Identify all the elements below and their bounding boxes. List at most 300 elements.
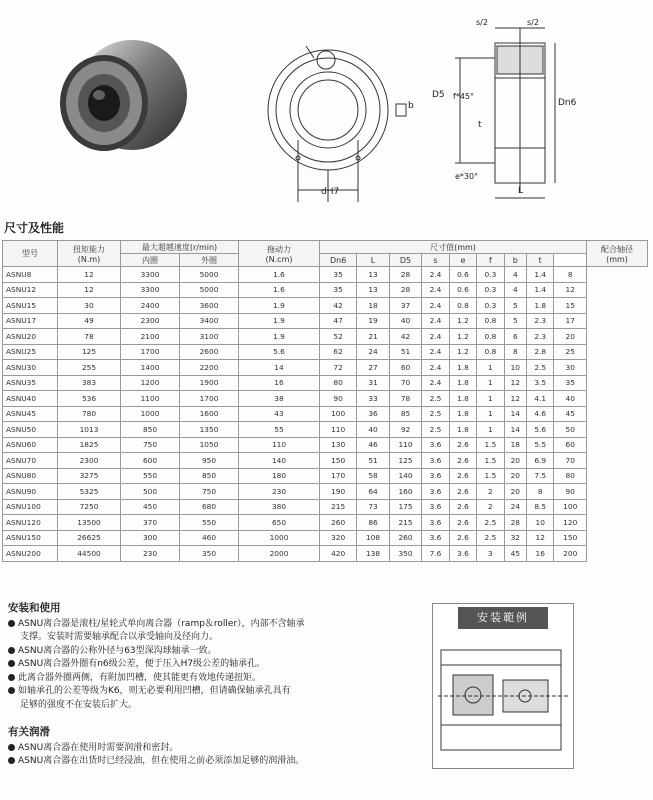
table-cell: 21 (357, 329, 390, 345)
table-cell: 5.6 (239, 344, 320, 360)
table-cell: 1.6 (239, 282, 320, 298)
model-cell: ASNU70 (3, 453, 58, 469)
table-cell: 230 (121, 546, 180, 562)
table-cell: 3100 (180, 329, 239, 345)
table-row (3, 530, 648, 546)
model-cell: ASNU50 (3, 422, 58, 438)
table-cell: 3.6 (422, 499, 449, 515)
table-cell: 3400 (180, 313, 239, 329)
col-b: b (504, 254, 526, 267)
table-row (3, 313, 648, 329)
table-cell: 7.5 (527, 468, 554, 484)
table-row (3, 468, 648, 484)
header-inner: 内圈 (121, 254, 180, 267)
header-dims: 尺寸值(mm) (320, 241, 587, 254)
table-cell: 100 (320, 406, 357, 422)
table-cell: 43 (239, 406, 320, 422)
table-cell: 1 (477, 375, 504, 391)
table-cell: 2.6 (449, 437, 476, 453)
header-speed: 最大超越速度(r/min) (121, 241, 239, 254)
table-cell: 1013 (58, 422, 121, 438)
table-cell: 0.8 (477, 344, 504, 360)
table-cell: 5 (504, 298, 526, 314)
table-cell: 0.8 (477, 313, 504, 329)
install-notes (8, 602, 428, 712)
table-cell: 19 (357, 313, 390, 329)
table-cell: 3.6 (422, 453, 449, 469)
table-cell: 5000 (180, 282, 239, 298)
table-cell: 10 (527, 515, 554, 531)
table-cell: 170 (320, 468, 357, 484)
spec-table-body (3, 267, 648, 562)
table-cell: 140 (389, 468, 422, 484)
table-cell: 100 (554, 499, 587, 515)
table-row (3, 515, 648, 531)
table-cell: 40 (389, 313, 422, 329)
table-cell: 52 (320, 329, 357, 345)
table-cell: 1.8 (449, 406, 476, 422)
table-cell: 1050 (180, 437, 239, 453)
label-l: L (518, 186, 524, 196)
table-row (3, 344, 648, 360)
table-cell: 35 (320, 282, 357, 298)
table-cell: 7.6 (422, 546, 449, 562)
table-cell: 1600 (180, 406, 239, 422)
table-cell: 750 (180, 484, 239, 500)
table-cell: 370 (121, 515, 180, 531)
table-cell: 35 (554, 375, 587, 391)
table-cell: 42 (320, 298, 357, 314)
table-row (3, 298, 648, 314)
table-cell: 32 (504, 530, 526, 546)
table-cell: 3.6 (422, 484, 449, 500)
table-row (3, 437, 648, 453)
table-cell: 2.4 (422, 344, 449, 360)
table-cell: 20 (504, 484, 526, 500)
table-cell: 5 (504, 313, 526, 329)
col-t: t (527, 254, 554, 267)
lubrication-item: ASNU离合器在出货时已经浸油，但在使用之前必须添加足够的润滑油。 (8, 755, 428, 769)
table-cell: 45 (504, 546, 526, 562)
model-cell: ASNU17 (3, 313, 58, 329)
table-cell: 110 (239, 437, 320, 453)
bullet-icon (8, 744, 15, 751)
table-cell: 380 (239, 499, 320, 515)
table-cell: 2.6 (449, 499, 476, 515)
table-cell: 14 (239, 360, 320, 376)
table-cell: 1.9 (239, 329, 320, 345)
table-cell: 7250 (58, 499, 121, 515)
col-l: L (357, 254, 390, 267)
table-cell: 110 (320, 422, 357, 438)
table-cell: 24 (357, 344, 390, 360)
table-cell: 1 (477, 360, 504, 376)
table-cell: 2400 (121, 298, 180, 314)
table-cell: 2 (477, 499, 504, 515)
table-cell: 750 (121, 437, 180, 453)
table-cell: 80 (554, 468, 587, 484)
table-cell: 140 (239, 453, 320, 469)
table-row (3, 360, 648, 376)
table-cell: 4 (504, 267, 526, 283)
table-cell: 6 (504, 329, 526, 345)
table-cell: 3.6 (422, 515, 449, 531)
installation-example (432, 603, 574, 769)
table-cell: 2.6 (449, 530, 476, 546)
table-cell: 950 (180, 453, 239, 469)
table-cell: 1.2 (449, 329, 476, 345)
header-model: 型号 (3, 241, 58, 267)
table-cell: 2.4 (422, 298, 449, 314)
label-d5: D5 (432, 90, 445, 100)
install-item: ASNU离合器外圈有n6级公差，便于压入H7级公差的轴承孔。 (8, 658, 428, 672)
table-cell: 1000 (239, 530, 320, 546)
col-f: f (477, 254, 504, 267)
table-cell: 1.8 (449, 360, 476, 376)
table-cell: 20 (504, 468, 526, 484)
table-cell: 12 (504, 391, 526, 407)
table-cell: 260 (320, 515, 357, 531)
table-cell: 51 (357, 453, 390, 469)
table-cell: 12 (58, 267, 121, 283)
model-cell: ASNU25 (3, 344, 58, 360)
table-cell: 536 (58, 391, 121, 407)
table-cell: 12 (58, 282, 121, 298)
table-cell: 130 (320, 437, 357, 453)
table-row (3, 375, 648, 391)
table-cell: 40 (554, 391, 587, 407)
table-cell: 350 (389, 546, 422, 562)
table-row (3, 422, 648, 438)
table-cell: 150 (554, 530, 587, 546)
install-item: ASNU离合器是滚柱/星轮式单向离合器（ramp＆roller），内部不含轴承 (8, 618, 428, 632)
table-cell: 1.8 (449, 391, 476, 407)
table-cell: 300 (121, 530, 180, 546)
table-cell: 650 (239, 515, 320, 531)
table-cell: 4.6 (527, 406, 554, 422)
label-chamfer-30: e*30° (455, 172, 479, 181)
table-row (3, 391, 648, 407)
table-cell: 1000 (121, 406, 180, 422)
table-cell: 4 (504, 282, 526, 298)
bullet-icon (8, 660, 15, 667)
table-cell: 0.8 (449, 298, 476, 314)
table-cell: 3 (477, 546, 504, 562)
table-cell: 2.3 (527, 329, 554, 345)
table-cell: 14 (504, 406, 526, 422)
header-drag: 拖动力 (N.cm) (239, 241, 320, 267)
table-cell: 17 (554, 313, 587, 329)
table-cell: 2.4 (422, 375, 449, 391)
table-cell: 2.4 (422, 282, 449, 298)
table-cell: 3600 (180, 298, 239, 314)
table-cell: 16 (239, 375, 320, 391)
table-cell: 180 (239, 468, 320, 484)
table-cell: 680 (180, 499, 239, 515)
table-cell: 190 (320, 484, 357, 500)
table-cell: 5000 (180, 267, 239, 283)
bullet-icon (8, 757, 15, 764)
bullet-icon (8, 647, 15, 654)
table-cell: 20 (554, 329, 587, 345)
table-cell: 2.3 (527, 313, 554, 329)
table-cell: 12 (504, 375, 526, 391)
table-cell: 78 (389, 391, 422, 407)
table-cell: 350 (180, 546, 239, 562)
table-cell: 2.4 (422, 313, 449, 329)
table-cell: 2.6 (449, 468, 476, 484)
table-cell: 500 (121, 484, 180, 500)
model-cell: ASNU15 (3, 298, 58, 314)
table-cell: 1.4 (527, 282, 554, 298)
header-outer: 外圈 (180, 254, 239, 267)
label-s2-right: s/2 (527, 18, 539, 27)
table-cell: 5.5 (527, 437, 554, 453)
table-cell: 600 (121, 453, 180, 469)
install-item: 如轴承孔的公差等级为K6，则无必要利用凹槽，但请确保轴承孔具有 (8, 685, 428, 699)
table-cell: 320 (320, 530, 357, 546)
table-cell: 12 (554, 282, 587, 298)
label-t: t (478, 120, 482, 130)
front-view-drawing (258, 30, 418, 205)
table-cell: 2.4 (422, 360, 449, 376)
table-cell: 72 (320, 360, 357, 376)
table-cell: 780 (58, 406, 121, 422)
table-cell: 28 (504, 515, 526, 531)
bullet-icon (8, 687, 15, 694)
table-cell: 2300 (58, 453, 121, 469)
table-cell: 1.6 (239, 267, 320, 283)
col-e: e (449, 254, 476, 267)
table-cell: 0.3 (477, 298, 504, 314)
table-row (3, 499, 648, 515)
table-cell: 10 (504, 360, 526, 376)
table-cell: 1100 (121, 391, 180, 407)
table-cell: 460 (180, 530, 239, 546)
table-cell: 6.9 (527, 453, 554, 469)
example-title: 安装範例 (458, 607, 548, 629)
table-cell: 2.5 (422, 422, 449, 438)
table-cell: 14 (504, 422, 526, 438)
table-cell: 60 (554, 437, 587, 453)
table-cell: 1.9 (239, 298, 320, 314)
table-cell: 55 (239, 422, 320, 438)
side-section-drawing (425, 18, 575, 208)
install-item: 足够的强度不在安装后扩大。 (20, 699, 138, 710)
table-cell: 51 (389, 344, 422, 360)
table-cell: 850 (121, 422, 180, 438)
table-cell: 2 (477, 484, 504, 500)
table-cell: 1200 (121, 375, 180, 391)
table-cell: 1.4 (527, 267, 554, 283)
table-cell: 3.6 (449, 546, 476, 562)
table-cell: 27 (357, 360, 390, 376)
table-cell: 3.6 (422, 468, 449, 484)
table-cell: 78 (58, 329, 121, 345)
table-cell: 25 (554, 344, 587, 360)
table-cell: 42 (389, 329, 422, 345)
table-cell: 1.8 (449, 375, 476, 391)
lubrication-notes (8, 726, 428, 769)
install-item: 此离合器外圈两侧，有附加凹槽，使其能更有效地传递扭矩。 (8, 672, 428, 686)
model-cell: ASNU35 (3, 375, 58, 391)
table-cell: 2.5 (477, 515, 504, 531)
table-cell: 60 (389, 360, 422, 376)
table-cell: 0.6 (449, 267, 476, 283)
table-cell: 1900 (180, 375, 239, 391)
table-cell: 3275 (58, 468, 121, 484)
label-s2-left: s/2 (476, 18, 488, 27)
table-cell: 33 (357, 391, 390, 407)
install-item: ASNU离合器的公称外径与63型深沟球轴承一致。 (8, 645, 428, 659)
table-cell: 550 (121, 468, 180, 484)
table-cell: 5.6 (527, 422, 554, 438)
table-cell: 85 (389, 406, 422, 422)
model-cell: ASNU12 (3, 282, 58, 298)
table-cell: 15 (554, 298, 587, 314)
table-cell: 64 (357, 484, 390, 500)
table-cell: 175 (389, 499, 422, 515)
table-cell: 70 (389, 375, 422, 391)
table-cell: 8.5 (527, 499, 554, 515)
lubrication-item: ASNU离合器在使用时需要润滑和密封。 (8, 742, 428, 756)
table-cell: 1400 (121, 360, 180, 376)
table-cell: 30 (554, 360, 587, 376)
table-cell: 2.4 (422, 267, 449, 283)
table-cell: 20 (504, 453, 526, 469)
table-cell: 1.8 (527, 298, 554, 314)
table-cell: 30 (58, 298, 121, 314)
table-cell: 90 (554, 484, 587, 500)
table-cell: 1825 (58, 437, 121, 453)
table-cell: 2600 (180, 344, 239, 360)
table-cell: 31 (357, 375, 390, 391)
table-cell: 1.5 (477, 437, 504, 453)
table-cell: 2.6 (449, 484, 476, 500)
bullet-icon (8, 620, 15, 627)
table-cell: 215 (320, 499, 357, 515)
col-d5: D5 (389, 254, 422, 267)
install-title: 安装和使用 (8, 602, 61, 614)
label-dn6: Dn6 (558, 98, 577, 108)
section-title: 尺寸及性能 (4, 221, 65, 235)
table-cell: 3.6 (422, 437, 449, 453)
table-cell: 80 (320, 375, 357, 391)
table-cell: 110 (389, 437, 422, 453)
table-cell: 44500 (58, 546, 121, 562)
table-cell: 2000 (239, 546, 320, 562)
table-cell: 200 (554, 546, 587, 562)
table-cell: 13500 (58, 515, 121, 531)
table-cell: 3300 (121, 282, 180, 298)
table-cell: 125 (58, 344, 121, 360)
table-cell: 260 (389, 530, 422, 546)
table-row (3, 267, 648, 283)
table-cell: 125 (389, 453, 422, 469)
table-cell: 120 (554, 515, 587, 531)
table-cell: 40 (357, 422, 390, 438)
model-cell: ASNU200 (3, 546, 58, 562)
model-cell: ASNU30 (3, 360, 58, 376)
table-cell: 28 (389, 282, 422, 298)
model-cell: ASNU120 (3, 515, 58, 531)
table-cell: 13 (357, 267, 390, 283)
table-cell: 450 (121, 499, 180, 515)
table-cell: 2100 (121, 329, 180, 345)
header-shaft: 配合轴径 (mm) (587, 241, 648, 267)
table-cell: 255 (58, 360, 121, 376)
table-cell: 35 (320, 267, 357, 283)
model-cell: ASNU90 (3, 484, 58, 500)
table-cell: 0.3 (477, 282, 504, 298)
table-cell: 70 (554, 453, 587, 469)
table-cell: 8 (504, 344, 526, 360)
table-cell: 1.2 (449, 313, 476, 329)
table-cell: 12 (527, 530, 554, 546)
table-cell: 38 (239, 391, 320, 407)
table-cell: 2.5 (422, 391, 449, 407)
table-cell: 1700 (180, 391, 239, 407)
table-cell: 4.1 (527, 391, 554, 407)
table-cell: 1 (477, 406, 504, 422)
table-cell: 90 (320, 391, 357, 407)
model-cell: ASNU100 (3, 499, 58, 515)
table-cell: 62 (320, 344, 357, 360)
table-cell: 1700 (121, 344, 180, 360)
table-cell: 26625 (58, 530, 121, 546)
table-cell: 2.6 (449, 515, 476, 531)
installation-drawing (433, 630, 573, 768)
table-cell: 215 (389, 515, 422, 531)
table-cell: 850 (180, 468, 239, 484)
spec-table (2, 240, 648, 562)
model-cell: ASNU45 (3, 406, 58, 422)
table-cell: 1 (477, 422, 504, 438)
table-cell: 36 (357, 406, 390, 422)
table-cell: 37 (389, 298, 422, 314)
table-cell: 138 (357, 546, 390, 562)
table-cell: 0.3 (477, 267, 504, 283)
table-cell: 3.6 (422, 530, 449, 546)
table-cell: 16 (527, 546, 554, 562)
table-cell: 50 (554, 422, 587, 438)
table-cell: 1.5 (477, 453, 504, 469)
model-cell: ASNU40 (3, 391, 58, 407)
table-cell: 8 (554, 267, 587, 283)
table-cell: 24 (504, 499, 526, 515)
table-cell: 28 (389, 267, 422, 283)
model-cell: ASNU60 (3, 437, 58, 453)
table-cell: 49 (58, 313, 121, 329)
table-row (3, 453, 648, 469)
model-cell: ASNU20 (3, 329, 58, 345)
lubrication-title: 有关润滑 (8, 726, 50, 738)
table-cell: 2.6 (449, 453, 476, 469)
table-cell: 108 (357, 530, 390, 546)
table-cell: 92 (389, 422, 422, 438)
table-cell: 1.5 (477, 468, 504, 484)
table-cell: 86 (357, 515, 390, 531)
table-cell: 5325 (58, 484, 121, 500)
table-cell: 2200 (180, 360, 239, 376)
table-row (3, 546, 648, 562)
table-cell: 58 (357, 468, 390, 484)
col-s: s (422, 254, 449, 267)
table-cell: 13 (357, 282, 390, 298)
table-cell: 150 (320, 453, 357, 469)
table-cell: 383 (58, 375, 121, 391)
table-cell: 420 (320, 546, 357, 562)
